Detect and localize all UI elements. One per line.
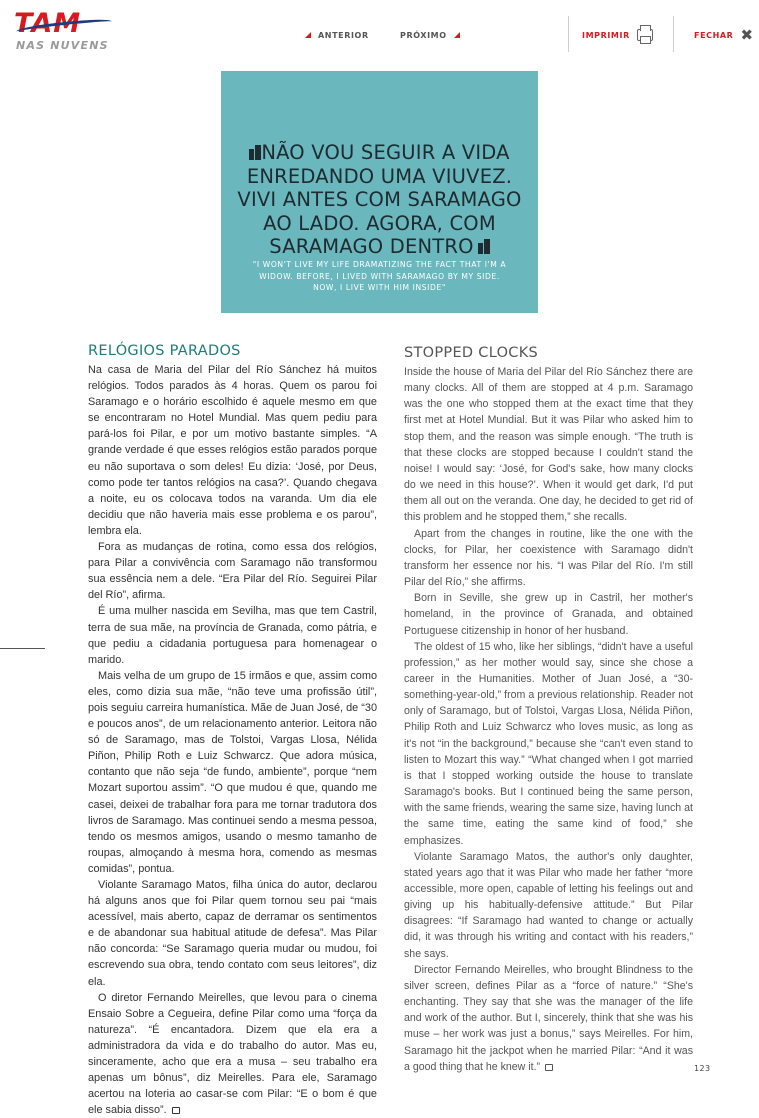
english-column (404, 340, 693, 1075)
paragraph: The oldest of 15 who, like her siblings, “didn't have a useful profession,” as her mother would say, since she chose a career in the Humanities. Mother of Juan José, a “30-something-year-old,” from a previous relationship. Reader not only of Saramago, but of Tolstoi, Vargas Llosa, Nélida Piñon, Philip Roth and Luiz Schwarcz who loves music, as long as it's not “in the background,” because she “can't even stand to listen to Mozart this way.” “What changed when I got married is that I stopped working outside the house to translate Saramago's books. But I continued being the same person, with the same friends, wearing the same size, having lunch at the same time, eating the same kind of food,” she emphasizes. (404, 640, 693, 847)
logo-mark: TAM (14, 8, 82, 39)
side-rule (0, 648, 45, 649)
previous-label: ANTERIOR (318, 30, 369, 40)
paragraph: É uma mulher nascida em Sevilha, mas que tem Castril, terra de sua mãe, na província de Granada, como pátria, e que pediu a cidadania portuguesa para homenagear o marido. (88, 605, 377, 666)
next-label: PRÓXIMO (400, 30, 447, 40)
triangle-left-icon (305, 32, 311, 38)
end-mark-icon (545, 1064, 553, 1071)
pull-quote-text: NÃO VOU SEGUIR A VIDA ENREDANDO UMA VIUVEZ. VIVI ANTES COM SARAMAGO AO LADO. AGORA, COM SARAMAGO DENTRO (237, 141, 522, 258)
paragraph: Mais velha de um grupo de 15 irmãos e que, assim como eles, como dizia sua mãe, “não teve uma profissão útil”, pois seguiu carreira humanística. Mãe de Juan José, de “30 e poucos anos”, de um relacionamento anterior. Leitora não só de Saramago, mas de Tolstoi, Vargas Llosa, Nélida Piñon, Philip Roth e Luiz Schwarcz. Que adora música, contanto que não seja “de fundo, ambiente”, porque “nem Mozart suportou assim”. “O que mudou é que, quando me casei, deixei de trabalhar fora para me tornar tradutora dos livros de Saramago. Mas continuei sendo a mesma pessoa, tendo os mesmos amigos, usando o mesmo tamanho de roupas, almoçando à mesma hora, comendo as mesmas comidas”, pontua. (88, 669, 377, 875)
print-label: IMPRIMIR (582, 30, 630, 40)
section-heading-pt: RELÓGIOS PARADOS (88, 343, 241, 359)
paragraph: Fora as mudanças de rotina, como essa dos relógios, para Pilar a convivência com Saramago não transformou sua essência nem a dele. “Era Pilar del Río. Seguirei Pilar del Río”, afirma. (88, 541, 377, 602)
open-quote-icon (249, 145, 261, 160)
page-number: 123 (694, 1064, 711, 1073)
end-mark-icon (172, 1107, 180, 1114)
tam-logo[interactable] (14, 10, 114, 54)
paragraph: Born in Seville, she grew up in Castril, her mother's homeland, in the province of Granada, and obtained Portuguese citizenship in honor of her husband. (404, 592, 693, 637)
printer-icon (637, 29, 653, 41)
paragraph-text: Director Fernando Meirelles, who brought Blindness to the silver screen, defines Pilar as a “force of nature.” “She's enchanting. They say that she was the manager of the life and work of the author. But I, sincerely, think that she was his muse – her work was just a bonus,” says Meirelles. For him, Saramago hit the jackpot when he married Pilar: “And it was a good thing that he knew it.” (404, 963, 693, 1073)
paragraph-text: O diretor Fernando Meirelles, que levou para o cinema Ensaio Sobre a Cegueira, define Pilar como uma “força da natureza”. “É encantadora. Dizem que ela era a administradora da vida e do trabalho do autor. Mas eu, sinceramente, acho que era a musa – seu trabalho era apenas um bônus”, diz Meirelles. Para ele, Saramago acertou na loteria ao casar-se com Pilar: “E o bom é que ele sabia disso”. (88, 991, 377, 1117)
logo-subtitle: NAS NUVENS (16, 39, 109, 52)
paragraph-last (404, 962, 693, 1075)
nav-divider (673, 16, 674, 52)
close-button[interactable] (694, 27, 754, 43)
top-bar (0, 0, 759, 58)
paragraph: Inside the house of Maria del Pilar del Río Sánchez there are many clocks. All of them are stopped at 4 p.m. Saramago was the one who stopped them at the exact time that they first met at Hotel Mundial. But it was Pilar who asked him to stop them, and the reason was simple enough. “The truth is that these clocks are stopped because I couldn't stand the noise! I would say: ‘José, for God's sake, how many clocks do we need in this house?’. When it would get dark, I'd put them all out on the veranda. One day, he decided to get rid of this problem and he stopped them,” she recalls. (404, 366, 693, 524)
paragraph: Violante Saramago Matos, filha única do autor, declarou há alguns anos que foi Pilar quem tornou seu pai “mais acessível, mais aberto, capaz de derramar os sentimentos e de abandonar sua habitual atitude de defesa”. Mas Pilar não concorda: “Se Saramago queria mudar ou mudou, foi escrevendo sua obra, tendo contato com seus leitores”, diz ela. (88, 879, 377, 988)
nav-divider (568, 16, 569, 52)
close-icon: ✖ (740, 26, 754, 44)
previous-button[interactable] (305, 27, 369, 43)
section-heading-en: STOPPED CLOCKS (404, 345, 539, 361)
paragraph: Violante Saramago Matos, the author's only daughter, stated years ago that it was Pilar who made her father “more accessible, more open, capable of letting his feelings out and giving up his habitually-defensive attitude.” But Pilar disagrees: “If Saramago had wanted to change or actually did, it was through his writing and contact with his readers,” she says. (404, 850, 693, 960)
next-button[interactable] (400, 27, 460, 43)
triangle-right-icon (454, 32, 460, 38)
portuguese-column (88, 340, 377, 1118)
print-button[interactable] (582, 27, 653, 43)
pull-quote-box (221, 71, 538, 313)
pull-quote (235, 141, 524, 259)
paragraph: Apart from the changes in routine, like the one with the clocks, for Pilar, her coexistence with Saramago didn't transform her essence nor his. “I was Pilar del Río. I'm still Pilar del Río,” she affirms. (404, 527, 693, 589)
paragraph-last (88, 990, 377, 1118)
pull-quote-translation: "I WON'T LIVE MY LIFE DRAMATIZING THE FACT THAT I'M A WIDOW. BEFORE, I LIVED WITH SARAMAGO BY MY SIDE. NOW, I LIVE WITH HIM INSIDE" (252, 260, 507, 292)
close-label: FECHAR (694, 30, 734, 40)
paragraph: Na casa de Maria del Pilar del Río Sánchez há muitos relógios. Todos parados às 4 horas. Quem os parou foi Saramago e o horário escolhido é aquele mesmo em que se encontraram no Hotel Mundial. Mas quem pediu para pará-los foi Pilar, e por um motivo bastante simples. “A grande verdade é que esses relógios estão parados porque eu não suportava o som deles! Eu dizia: ‘José, por Deus, como pode ter tantos relógios na casa?’. Quando chegava a noite, eu os colocava todos na varanda. Um dia ele decidiu que não haveria mais esse problema e os parou”, lembra ela. (88, 364, 377, 537)
close-quote-icon (478, 239, 490, 254)
